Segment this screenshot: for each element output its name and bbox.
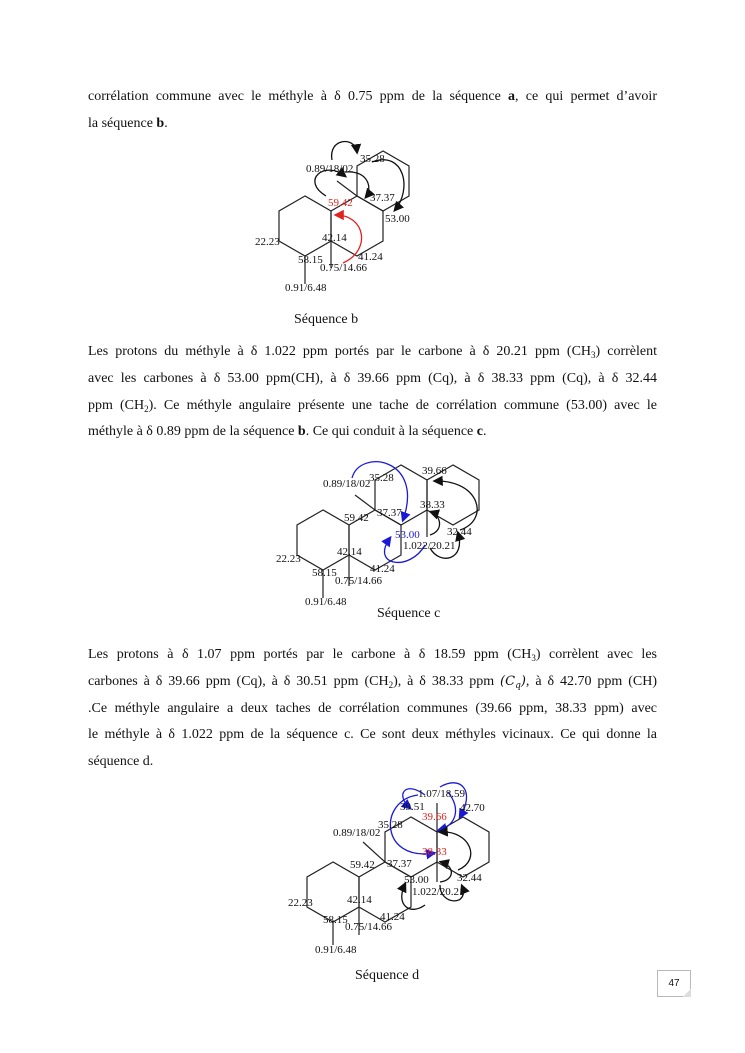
- text: carbones à δ 39.66 ppm (Cq), à δ 30.51 ppm (CH: [88, 674, 389, 689]
- cyclohexane-ring: [279, 196, 331, 256]
- shift-label: 58.15: [323, 914, 348, 926]
- shift-label: 32.44: [447, 526, 472, 538]
- shift-label: 39.51: [400, 801, 425, 813]
- paragraph-2-line-1: [88, 343, 657, 361]
- text: ), à δ 38.33 ppm: [393, 674, 501, 689]
- subscript: 2: [144, 404, 149, 414]
- shift-label: 37.37: [387, 858, 412, 870]
- shift-label: 41.24: [370, 563, 395, 575]
- shift-label: 37.37: [370, 192, 395, 204]
- text: Les protons du méthyle à δ 1.022 ppm portés par le carbone à δ 20.21 ppm (CH: [88, 344, 592, 359]
- shift-label: 35.28: [369, 472, 394, 484]
- shift-label: 58.15: [312, 567, 337, 579]
- bold-text: a: [508, 89, 516, 104]
- shift-label: 32.44: [457, 872, 482, 884]
- shift-label: 53.00: [385, 213, 410, 225]
- paragraph-3-line-3: [88, 700, 657, 718]
- paragraph-3-line-5: [88, 753, 657, 771]
- methyl-label: 1.07/18.59: [418, 788, 466, 800]
- text: , à δ 42.70 ppm (CH): [525, 674, 657, 689]
- page-number: 47: [657, 970, 691, 997]
- paragraph-2-line-2: [88, 370, 657, 388]
- paragraph-3-line-1: [88, 646, 657, 664]
- cyclohexane-ring: [307, 862, 359, 922]
- sequence-b-labels: [255, 153, 410, 294]
- subscript: 3: [531, 653, 536, 663]
- paragraph-3-line-2: [88, 673, 657, 691]
- subscript: q: [515, 681, 521, 691]
- paragraph-3-line-4: [88, 726, 657, 744]
- text: .: [164, 116, 168, 131]
- paragraph-2-line-4: [88, 423, 657, 441]
- shift-label: 42.14: [347, 894, 372, 906]
- sequence-c-labels: [276, 465, 472, 608]
- methyl-label: 0.91/6.48: [315, 944, 357, 956]
- text: ppm (CH: [88, 398, 145, 413]
- shift-label: 41.24: [380, 911, 405, 923]
- text: (C: [500, 674, 516, 689]
- text: corrélation commune avec le méthyle à δ 0.75 ppm de la séquence: [88, 89, 509, 104]
- text: ). Ce méthyle angulaire présente une tache de corrélation commune (53.00) avec le: [148, 398, 658, 413]
- bold-text: b: [156, 116, 165, 131]
- text: , ce qui permet d’avoir: [515, 89, 657, 104]
- methyl-label: 1.022/20.21: [403, 540, 456, 552]
- shift-label: 22.23: [276, 553, 301, 565]
- text: ): [520, 674, 526, 689]
- caption-sequence-c: Séquence c: [377, 606, 441, 621]
- text: la séquence: [88, 116, 157, 131]
- text: .Ce méthyle angulaire a deux taches de corrélation communes (39.66 ppm, 38.33 ppm) avec: [88, 701, 657, 716]
- subscript: 2: [388, 680, 394, 690]
- text: Les protons à δ 1.07 ppm portés par le carbone à δ 18.59 ppm (CH: [88, 647, 532, 662]
- shift-label: 37.37: [377, 507, 402, 519]
- shift-label: 42.70: [460, 802, 485, 814]
- shift-label: 35.28: [360, 153, 385, 165]
- shift-label: 58.15: [298, 254, 323, 266]
- shift-label: 41.24: [358, 251, 383, 263]
- paragraph-1-line-1: [88, 88, 657, 106]
- paragraph-2-line-3: [88, 397, 657, 415]
- text: .: [483, 424, 487, 439]
- methyl-label: 0.89/18/02: [323, 478, 371, 490]
- shift-label: 42.14: [322, 232, 347, 244]
- shift-label: 38.33: [420, 499, 445, 511]
- shift-label: 42.14: [337, 546, 362, 558]
- bold-text: c: [476, 424, 483, 439]
- text: méthyle à δ 0.89 ppm de la séquence: [88, 424, 298, 439]
- methyl-label: 0.75/14.66: [345, 921, 393, 933]
- text: ) corrèlent avec les: [535, 647, 657, 662]
- methyl-label: 1.022/20.21: [412, 886, 465, 898]
- methyl-label: 0.89/18/02: [333, 827, 381, 839]
- text: séquence d.: [88, 754, 154, 769]
- shift-label: 53.00: [404, 874, 429, 886]
- text: avec les carbones à δ 53.00 ppm(CH), à δ 39.66 ppm (Cq), à δ 38.33 ppm (Cq), à δ 32.44: [88, 371, 657, 386]
- subscript: 3: [591, 350, 596, 360]
- shift-label-highlight: 38.33: [422, 846, 447, 858]
- math-cq: [500, 674, 526, 689]
- shift-label: 59.42: [344, 512, 369, 524]
- paragraph-1-line-2: [88, 115, 657, 133]
- methyl-label: 0.91/6.48: [285, 282, 327, 294]
- shift-label: 22.23: [255, 236, 280, 248]
- text: ) corrèlent: [595, 344, 657, 359]
- caption-sequence-b: Séquence b: [294, 312, 359, 327]
- cyclohexane-ring: [297, 510, 349, 570]
- bold-text: b: [297, 424, 306, 439]
- caption-sequence-d: Séquence d: [355, 968, 420, 983]
- methyl-label: 0.91/6.48: [305, 596, 347, 608]
- shift-label-highlight: 59.42: [328, 197, 353, 209]
- shift-label: 35.28: [378, 819, 403, 831]
- shift-label: 59.42: [350, 859, 375, 871]
- shift-label: 39.66: [422, 465, 447, 477]
- methyl-label: 0.75/14.66: [335, 575, 383, 587]
- shift-label-highlight: 53.00: [395, 529, 420, 541]
- text: le méthyle à δ 1.022 ppm de la séquence c. Ce sont deux méthyles vicinaux. Ce qui donne la: [88, 727, 657, 742]
- methyl-label: 0.75/14.66: [320, 262, 368, 274]
- methyl-label: 0.89/18/02: [306, 163, 354, 175]
- text: . Ce qui conduit à la séquence: [305, 424, 477, 439]
- shift-label: 22.23: [288, 897, 313, 909]
- shift-label-highlight: 39.66: [422, 811, 447, 823]
